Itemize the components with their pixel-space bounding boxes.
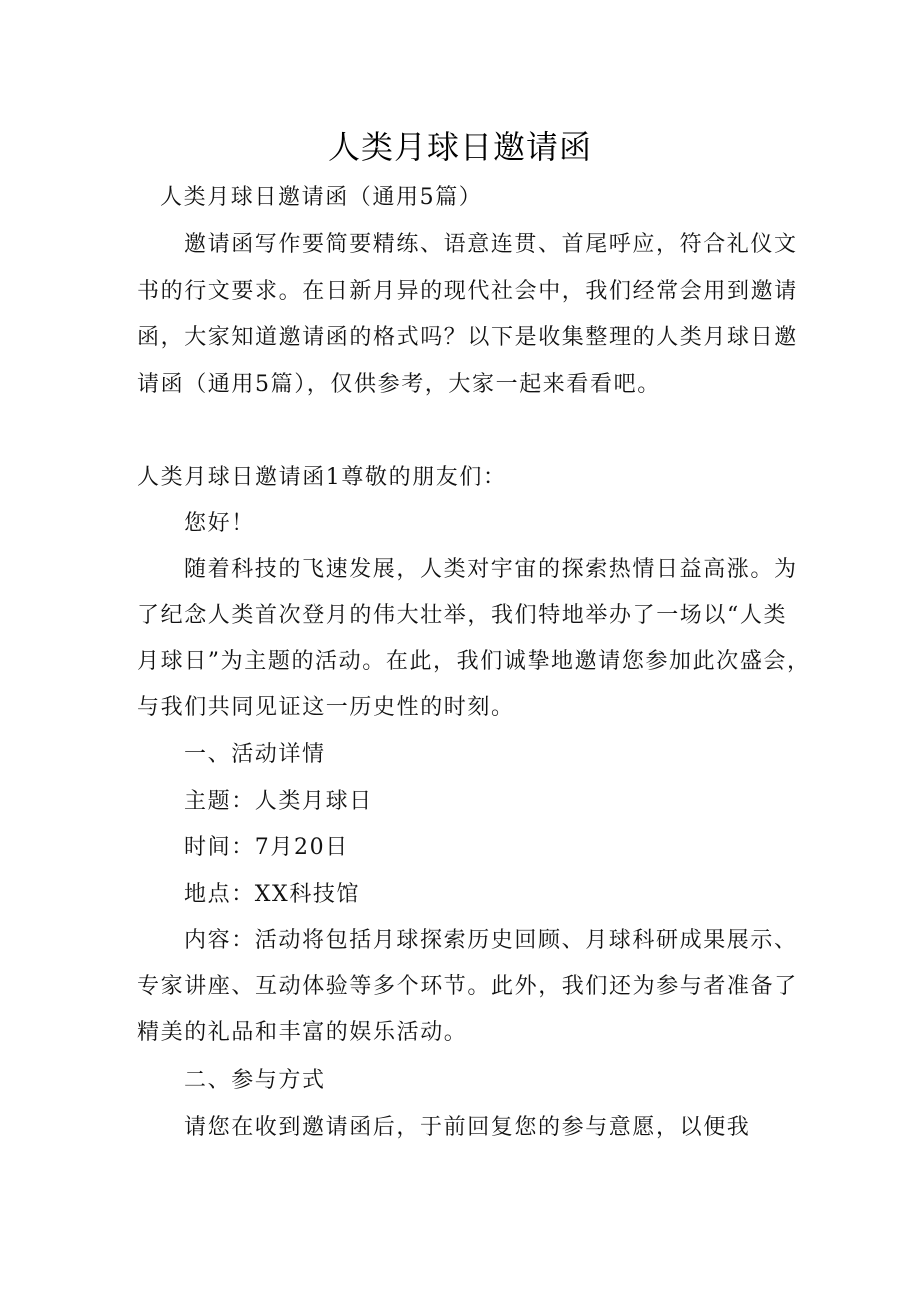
intro-line: 书的行文要求。在日新月异的现代社会中，我们经常会用到邀请 [137,279,798,304]
section-heading: 一、活动详情 [184,742,326,767]
intro-line: 邀请函写作要简要精练、语意连贯、首尾呼应，符合礼仪文 [184,232,798,257]
document-subtitle: 人类月球日邀请函（通用5篇） [160,185,483,210]
section-heading: 二、参与方式 [184,1068,326,1093]
body-line: 了纪念人类首次登月的伟大壮举，我们特地举办了一场以“人类 [137,603,788,628]
intro-line: 函，大家知道邀请函的格式吗？以下是收集整理的人类月球日邀 [137,325,798,350]
participation-line: 请您在收到邀请函后，于前回复您的参与意愿，以便我 [184,1115,751,1140]
detail-theme: 主题：人类月球日 [184,789,373,814]
body-line: 随着科技的飞速发展，人类对宇宙的探索热情日益高涨。为 [184,557,798,582]
detail-location: 地点：XX科技馆 [184,882,361,907]
letter-heading: 人类月球日邀请函1尊敬的朋友们： [137,465,507,490]
detail-time: 时间：7月20日 [184,835,349,860]
content-line: 内容：活动将包括月球探索历史回顾、月球科研成果展示、 [184,928,798,953]
content-line: 精美的礼品和丰富的娱乐活动。 [137,1020,468,1045]
content-line: 专家讲座、互动体验等多个环节。此外，我们还为参与者准备了 [137,974,798,999]
body-line: 与我们共同见证这一历史性的时刻。 [137,695,515,720]
document-title: 人类月球日邀请函 [327,128,592,166]
body-line: 月球日”为主题的活动。在此，我们诚挚地邀请您参加此次盛会， [137,649,811,674]
greeting: 您好！ [184,511,255,536]
intro-line: 请函（通用5篇），仅供参考，大家一起来看看吧。 [137,372,661,397]
